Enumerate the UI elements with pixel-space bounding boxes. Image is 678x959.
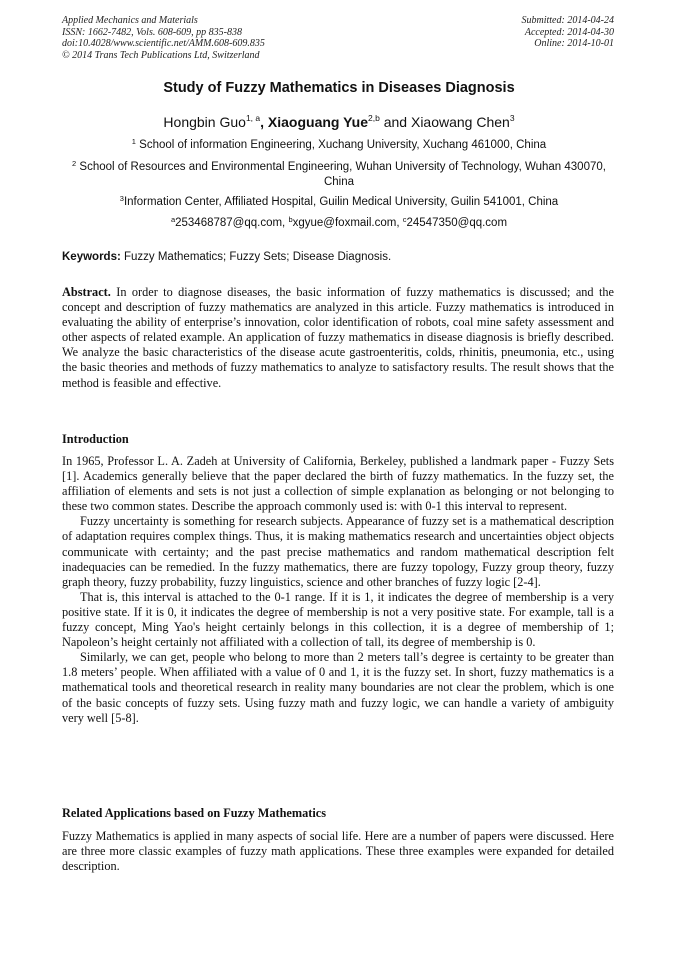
email-b: xgyue@foxmail.com, <box>292 217 403 229</box>
author-3-affiliation-mark: 3 <box>509 113 515 123</box>
author-2-affiliation-mark: 2,b <box>368 113 380 123</box>
affiliation-2: $^2$ School of Resources and Environmental Engineering, Wuhan University of Technology, Wuhan 430070, China <box>72 159 606 188</box>
journal-doi: doi:10.4028/www.scientific.net/AMM.608-609.835 <box>62 38 265 49</box>
author-3: and Xiaowang Chen <box>379 114 510 130</box>
section-heading-related-applications: Related Applications based on Fuzzy Mathematics <box>62 806 327 820</box>
author-list <box>0 114 678 130</box>
paragraph: Similarly, we can get, people who belong to more than 2 meters tall’s degree is certainty to be greater than 1.8 meters’ people. When affiliated with a value of 0 and 1, it is the fuzzy set. In short, fuzzy mathematics is a mathematical tools and theoretical research in reality many boundaries are not clear the problem, which is one of the basic concepts of fuzzy sets. Using fuzzy math and fuzzy logic, we can handle a variety of ambiguity very well [5-8]. <box>62 650 614 725</box>
email-a: 253468787@qq.com, <box>175 217 289 229</box>
author-1: Hongbin Guo <box>163 114 246 130</box>
author-2: , Xiaoguang Yue <box>260 114 369 130</box>
journal-info <box>62 15 265 61</box>
introduction-body <box>62 454 614 726</box>
submission-dates <box>522 15 615 50</box>
paper-title: Study of Fuzzy Mathematics in Diseases Diagnosis <box>163 80 515 96</box>
author-emails: $^a$253468787@qq.com, $^b$xgyue@foxmail.com, $^c$24547350@qq.com <box>170 215 508 229</box>
journal-issn: ISSN: 1662-7482, Vols. 608-609, pp 835-838 <box>62 26 242 38</box>
keywords-text: Fuzzy Mathematics; Fuzzy Sets; Disease Diagnosis. <box>120 251 392 263</box>
accepted-date: Accepted: 2014-04-30 <box>524 26 614 38</box>
submitted-date: Submitted: 2014-04-24 <box>521 15 614 26</box>
affiliation-3: $^3$Information Center, Affiliated Hospital, Guilin Medical University, Guilin 541001, China <box>119 194 559 208</box>
email-c: 24547350@qq.com <box>406 217 508 229</box>
journal-copyright: © 2014 Trans Tech Publications Ltd, Switzerland <box>62 49 260 61</box>
related-applications-body: Fuzzy Mathematics is applied in many aspects of social life. Here are a number of papers were discussed. Here are three more classic examples of fuzzy math applications. These three examples were expanded for detailed description. <box>62 829 614 874</box>
paragraph: Fuzzy uncertainty is something for research subjects. Appearance of fuzzy set is a mathematical description of adaptation requires complex things. Thus, it is making mathematics research and uncertainties object objects communicate with certainty; and the past precise mathematics and random mathematical description felt inadequacies can be remedied. In the fuzzy mathematics, there are fuzzy topology, Fuzzy group theory, fuzzy graph theory, fuzzy probability, fuzzy linguistics, science and other branches of fuzzy logic [2-4]. <box>62 514 614 589</box>
abstract <box>62 285 614 391</box>
affiliation-1: $^1$ School of information Engineering, Xuchang University, Xuchang 461000, China <box>131 137 547 151</box>
abstract-text: In order to diagnose diseases, the basic information of fuzzy mathematics is discussed; and the concept and description of fuzzy mathematics are analyzed in this article. Fuzzy mathematics is introduced in evaluating the ability of enterprise’s innovation, color identification of robots, coal mine safety assessment and other aspects of related example. An application of fuzzy mathematics in disease diagnosis is briefly described. We analyze the basic characteristics of the disease acute gastroenteritis, colds, rhinitis, pneumonia, etc., using the basic theories and methods of fuzzy mathematics to analyze to satisfactory results. The result shows that the method is feasible and effective. <box>62 285 614 390</box>
keywords <box>62 251 616 263</box>
online-date: Online: 2014-10-01 <box>534 38 614 49</box>
paragraph: In 1965, Professor L. A. Zadeh at University of California, Berkeley, published a landmark paper - Fuzzy Sets [1]. Academics generally believe that the paper declared the birth of fuzzy mathematics. In the fuzzy set, the affiliation of elements and sets is not just a collection of simple explanation as belonging or not belonging to these two common states. Describe the approach commonly used is: with 0-1 this interval to represent. <box>62 454 614 514</box>
journal-name: Applied Mechanics and Materials <box>62 15 198 26</box>
author-1-affiliation-mark: 1, a <box>245 113 261 123</box>
section-heading-introduction: Introduction <box>62 432 129 446</box>
keywords-label: Keywords: <box>62 251 121 263</box>
paragraph: That is, this interval is attached to the 0-1 range. If it is 1, it indicates the degree of membership is a very positive state. If it is 0, it indicates the degree of membership is not a very positive state. For example, tall is a fuzzy concept, Ming Yao's height certainly belongs in this collection, it is a degree of membership of 1; Napoleon’s height certainly not affiliated with a collection of tall, its degree of membership is 0. <box>62 589 614 650</box>
abstract-label: Abstract. <box>62 285 111 299</box>
